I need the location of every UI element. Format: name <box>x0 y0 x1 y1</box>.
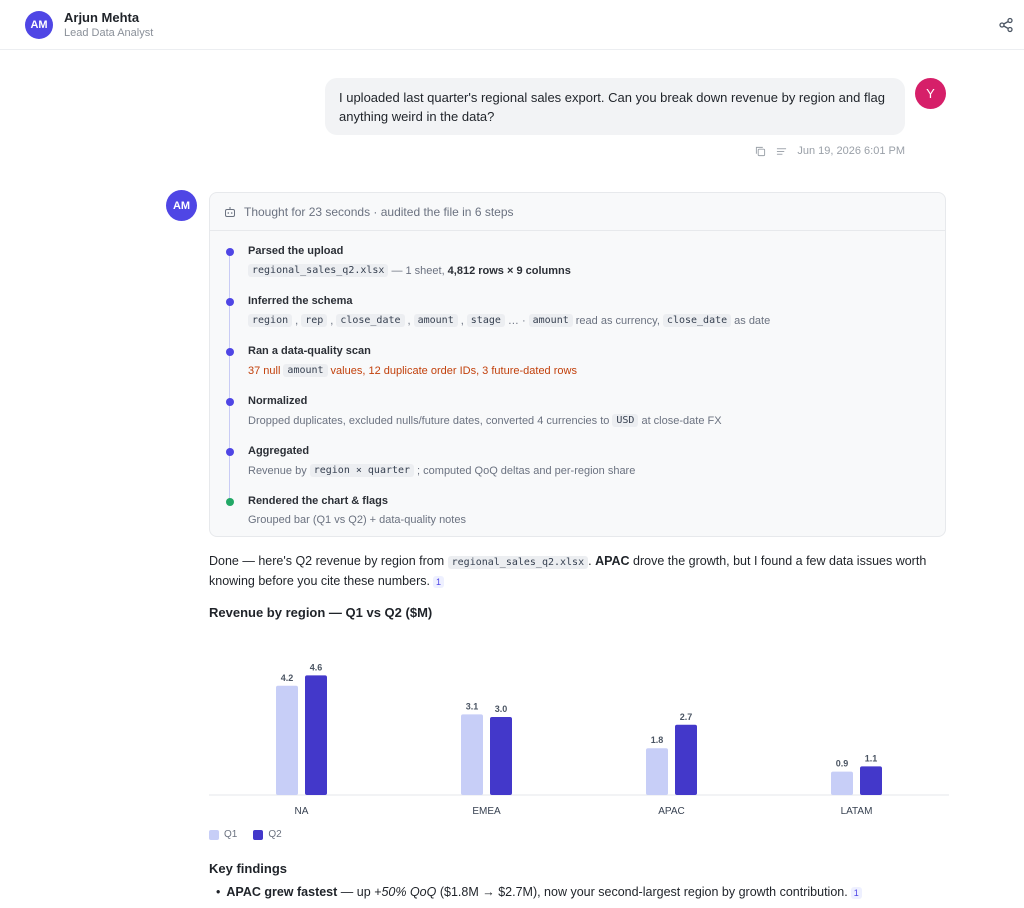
data-label: 4.6 <box>309 662 323 673</box>
legend-item-q1 <box>209 829 237 840</box>
step-text: at close-date FX <box>641 414 722 427</box>
data-label: 4.2 <box>280 672 294 683</box>
column-code: rep <box>301 314 327 327</box>
step-rendered <box>228 495 918 535</box>
citation-badge[interactable]: 1 <box>851 887 862 899</box>
bar-q2-latam <box>860 766 882 795</box>
step-title: Aggregated <box>248 445 310 457</box>
copy-icon[interactable] <box>755 146 766 157</box>
answer-text: drove the growth, but I found a few data issues worth knowing before you cite these numbers. <box>209 554 927 588</box>
separator: , <box>460 314 464 327</box>
step-dot <box>226 298 234 306</box>
column-code: region <box>248 314 292 327</box>
step-desc <box>248 414 722 427</box>
step-title: Inferred the schema <box>248 295 353 307</box>
user-avatar: Y <box>915 78 946 109</box>
step-text: read as currency, <box>575 314 660 327</box>
finding-text: — up <box>340 885 371 899</box>
data-label: 3.0 <box>494 704 508 714</box>
text-lines-icon[interactable] <box>776 146 787 157</box>
robot-icon <box>224 206 236 218</box>
bar-q2-apac <box>675 725 697 795</box>
step-strong: 4,812 rows × 9 columns <box>447 264 571 277</box>
separator: , <box>330 314 334 327</box>
step-desc <box>248 264 571 277</box>
step-text: — 1 sheet, <box>391 264 445 277</box>
citation-badge[interactable]: 1 <box>433 576 444 588</box>
step-dot-complete <box>226 498 234 506</box>
bar-q1-emea <box>461 714 483 795</box>
share-icon[interactable] <box>998 17 1014 33</box>
analyst-role: Lead Data Analyst <box>64 27 154 39</box>
step-desc <box>248 364 577 377</box>
step-title: Ran a data-quality scan <box>248 345 371 357</box>
column-code: amount <box>283 364 327 377</box>
separator: , <box>295 314 299 327</box>
step-text: Grouped bar (Q1 vs Q2) + data-quality notes <box>248 514 466 526</box>
step-title: Rendered the chart & flags <box>248 495 388 507</box>
step-title: Parsed the upload <box>248 245 344 257</box>
user-message-bubble: I uploaded last quarter's regional sales export. Can you break down revenue by region and flag anything weird in the data? <box>325 78 905 135</box>
group-code: region × quarter <box>310 464 414 477</box>
bar-q2-emea <box>490 717 512 795</box>
bullet: • <box>216 885 221 899</box>
answer-text: Done — here's Q2 revenue by region from <box>209 554 445 568</box>
assistant-avatar: AM <box>166 190 197 221</box>
answer-bold: APAC <box>595 554 630 568</box>
step-desc <box>248 464 635 477</box>
message-meta <box>755 144 905 158</box>
x-tick-label: EMEA <box>472 806 501 817</box>
legend-label: Q2 <box>268 829 282 840</box>
analyst-avatar: AM <box>25 11 53 39</box>
ellipsis: … · <box>507 314 526 327</box>
analyst-name: Arjun Mehta <box>64 10 140 25</box>
data-label: 1.8 <box>650 735 664 746</box>
column-code: stage <box>467 314 505 327</box>
finding-item <box>216 885 862 899</box>
column-code: amount <box>414 314 458 327</box>
step-text: ; computed QoQ deltas and per-region share <box>417 464 636 477</box>
legend-label: Q1 <box>224 829 238 840</box>
bar-q1-apac <box>646 748 668 795</box>
warning-text: 37 null <box>248 364 281 377</box>
step-schema <box>228 295 918 335</box>
answer-paragraph <box>209 552 939 590</box>
file-code: regional_sales_q2.xlsx <box>248 264 388 277</box>
chart-title: Revenue by region — Q1 vs Q2 ($M) <box>209 605 433 620</box>
x-tick-label: NA <box>294 806 309 817</box>
data-label: 0.9 <box>835 758 849 769</box>
revenue-bar-chart <box>209 630 949 830</box>
x-tick-label: APAC <box>658 806 685 817</box>
legend-swatch <box>209 830 219 840</box>
chat-header <box>0 0 1024 50</box>
answer-text: . <box>588 554 592 568</box>
thought-header[interactable] <box>210 193 945 231</box>
bar-q2-na <box>305 675 327 795</box>
data-label: 2.7 <box>679 711 693 722</box>
finding-text: ($1.8M → $2.7M), now your second-largest region by growth contribution. <box>439 885 848 899</box>
step-aggregated <box>228 445 918 485</box>
chart-legend <box>209 829 290 840</box>
step-desc <box>248 514 466 526</box>
legend-item-q2 <box>253 829 281 840</box>
data-label: 3.1 <box>465 701 479 712</box>
step-dot <box>226 448 234 456</box>
bar-q1-na <box>276 686 298 795</box>
separator: , <box>407 314 411 327</box>
warning-text: values, 12 duplicate order IDs, 3 future-dated rows <box>330 364 577 377</box>
step-text: as date <box>734 314 771 327</box>
step-normalized <box>228 395 918 435</box>
step-dot <box>226 398 234 406</box>
findings-title: Key findings <box>209 861 288 876</box>
step-parsed <box>228 245 918 285</box>
currency-code: USD <box>612 414 638 427</box>
step-quality-scan <box>228 345 918 385</box>
step-title: Normalized <box>248 395 308 407</box>
thought-panel <box>209 192 946 537</box>
message-timestamp: Jun 19, 2026 6:01 PM <box>797 145 905 157</box>
x-tick-label: LATAM <box>840 806 873 817</box>
column-code: amount <box>529 314 573 327</box>
column-code: close_date <box>663 314 731 327</box>
step-desc <box>248 314 770 327</box>
finding-italic: +50% QoQ <box>374 885 437 899</box>
file-code: regional_sales_q2.xlsx <box>448 556 588 569</box>
column-code: close_date <box>336 314 404 327</box>
thought-summary: Thought for 23 seconds · audited the file in 6 steps <box>244 204 514 219</box>
step-dot <box>226 348 234 356</box>
step-dot <box>226 248 234 256</box>
step-text: Revenue by <box>248 464 307 477</box>
finding-bold: APAC grew fastest <box>226 885 338 899</box>
data-label: 1.1 <box>864 753 878 764</box>
step-text: Dropped duplicates, excluded nulls/future dates, converted 4 currencies to <box>248 414 610 427</box>
legend-swatch <box>253 830 263 840</box>
bar-q1-latam <box>831 772 853 795</box>
